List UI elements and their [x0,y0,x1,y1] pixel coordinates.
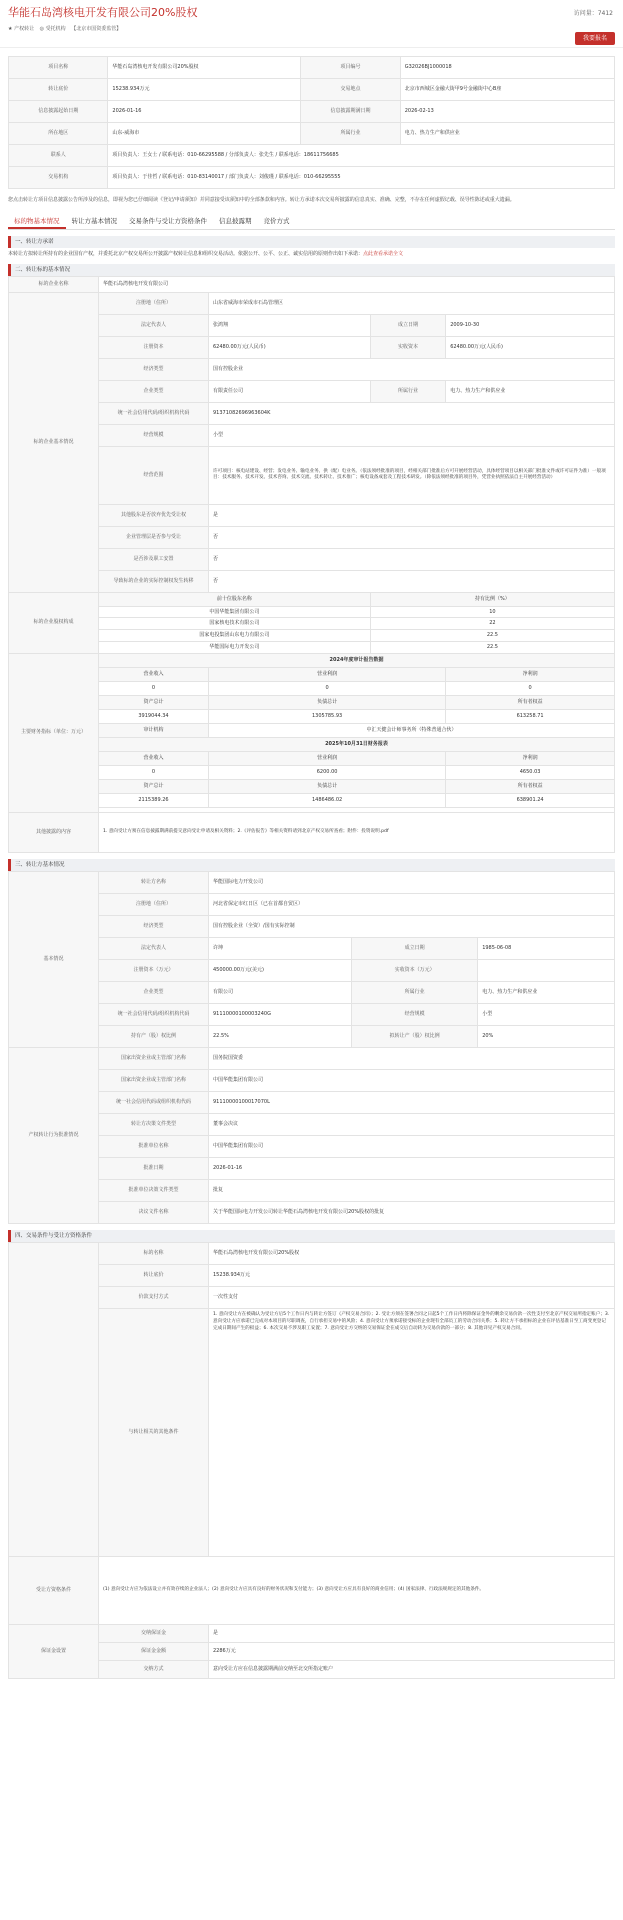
header-cell: 前十位股东名称 [99,592,371,606]
value: 15238.934万元 [209,1264,615,1286]
label: 统一社会信用代码/组织机构代码 [99,402,209,424]
header-cell: 2024年度审计报告数据 [99,653,615,667]
label: 持有产（股）权比例 [99,1025,209,1047]
label: 批准单位名称 [99,1135,209,1157]
cell: 22 [370,618,614,630]
value: 一次性支付 [209,1286,615,1308]
cell: 638901.24 [446,793,615,807]
label: 项目编号 [301,57,400,79]
value: 小型 [478,1003,615,1025]
cell: 6200.00 [209,765,446,779]
label: 交纳方式 [99,1660,209,1678]
tab-bidding[interactable]: 竞价方式 [263,216,290,225]
label: 经营规模 [99,424,209,446]
label: 基本情况 [9,871,99,1047]
tab-disclosure[interactable]: 信息披露期 [219,216,252,225]
header-cell: 营业利润 [209,751,446,765]
value: 1. 意向受让方须在信息披露期满前提交意向受让申请及相关资料；2.《评估报告》等相关资料请到北京产权交易所查看；附件：投资说明.pdf [99,812,615,852]
label: 标的企业名称 [9,276,99,292]
cell: 0 [446,681,615,695]
tag: 【北京市国资委监管】 [71,26,122,32]
label: 注册地（住所） [99,893,209,915]
label: 国家出资企业或主管部门名称 [99,1069,209,1091]
sign-up-button[interactable]: 我要报名 [575,32,615,45]
cell: 2115389.26 [99,793,209,807]
label: 企业管理层是否参与受让 [99,526,209,548]
value: 华能国际电力开发公司 [209,871,615,893]
label: 交易地点 [301,79,400,101]
value: G32026BJ1000018 [400,57,614,79]
tag: ★ 产权转让 [8,26,35,32]
label: 所属行业 [370,380,445,402]
value: 华能石岛湾核电开发有限公司 [99,276,615,292]
label: 成立日期 [352,937,478,959]
value: 是 [209,504,615,526]
label: 标的企业基本情况 [9,292,99,592]
conditions-table [8,1242,615,1679]
tag-row [8,26,125,33]
summary-table [8,56,615,189]
tag: ◎ 受托机构 [39,26,66,32]
notice-text: 您点击转让方项目信息披露公告所涉及的信息，即视为您已仔细阅读《登记/申请须知》并同意接受该须知中的全部条款和内容。转让方承诺本次交易所披露的信息真实、准确、完整，不存在任何虚假记载、误导性陈述或重大遗漏。 [8,197,515,203]
value: (1) 意向受让方应为依法设立并有效存续的企业法人；(2) 意向受让方应具有良好的财务状况和支付能力；(3) 意向受让方应具有良好的商业信用；(4) 国家法律、行政法规规定的其他条件。 [99,1556,615,1624]
header-cell: 所有者权益 [446,779,615,793]
label: 统一社会信用代码/组织机构代码 [99,1003,209,1025]
cell: 22.5 [370,641,614,653]
section-heading: 二、转让标的基本情况 [8,264,615,276]
cell: 613258.71 [446,709,615,723]
value: 电力、热力生产和供应业 [446,380,615,402]
label: 注册地（住所） [99,292,209,314]
label: 转让底价 [9,79,108,101]
label: 统一社会信用代码或组织机构代码 [99,1091,209,1113]
tab-transferor[interactable]: 转让方基本情况 [71,216,117,225]
header-cell: 负债总计 [209,779,446,793]
commitment-link[interactable]: 点此查看承诺全文 [363,250,404,257]
header-cell: 2025年10月31日财务报表 [99,737,615,751]
value [478,959,615,981]
value: 华能石岛湾核电开发有限公司20%股权 [108,57,301,79]
label: 项目名称 [9,57,108,79]
value: 22.5% [209,1025,352,1047]
label: 成立日期 [370,314,445,336]
cell: 22.5 [370,630,614,642]
label: 所在地区 [9,123,108,145]
header-cell: 资产总计 [99,695,209,709]
label: 企业类型 [99,981,209,1003]
label: 价款支付方式 [99,1286,209,1308]
cell: 华能国际电力开发公司 [99,641,371,653]
header-cell: 营业收入 [99,667,209,681]
header-cell: 营业利润 [209,667,446,681]
value: 中汇天健会计师事务所（特殊普通合伙） [209,723,615,737]
label: 受让方资格条件 [9,1556,99,1624]
value: 项目负责人：于佳哲 / 联系电话：010-83140017 / 部门负责人：刘俊瑾 / 联系电话：010-66295555 [108,167,615,189]
value: 有限公司 [209,981,352,1003]
label: 其他股东是否放弃优先受让权 [99,504,209,526]
value: 2286万元 [209,1642,615,1660]
value: 否 [209,548,615,570]
value: 中国华能集团有限公司 [209,1069,615,1091]
value: 91371082696963604K [209,402,615,424]
section-heading: 四、交易条件与受让方资格条件 [8,1230,615,1242]
value: 91110000100003240G [209,1003,352,1025]
label: 转让底价 [99,1264,209,1286]
value: 2026-01-16 [209,1157,615,1179]
label: 产权转让行为批准情况 [9,1047,99,1223]
label: 法定代表人 [99,937,209,959]
label: 其他披露的内容 [9,812,99,852]
cell: 0 [99,765,209,779]
tab-target[interactable]: 标的物基本情况 [8,212,66,229]
commitment-body: 本转让方拟转让所持有的企业国有产权，并委托北京产权交易所公开披露产权转让信息和组织交易活动。依据公开、公平、公正、诚实信用的原则作出如下承诺： [8,250,364,257]
value: 否 [209,570,615,592]
value: 1985-06-08 [478,937,615,959]
value: 项目负责人：王女士 / 联系电话：010-66295588 / 分部负责人：张先生 / 联系电话：18611756685 [108,145,615,167]
label: 批准单位决策文件类型 [99,1179,209,1201]
label: 拟转让产（股）权比例 [352,1025,478,1047]
value: 山东-威海市 [108,123,301,145]
cell: 0 [209,681,446,695]
label: 决议文件名称 [99,1201,209,1223]
label: 企业类型 [99,380,209,402]
label: 保证金设置 [9,1624,99,1678]
label: 国家出资企业或主管部门名称 [99,1047,209,1069]
label: 所属行业 [301,123,400,145]
label: 转让方决策文件类型 [99,1113,209,1135]
value: 许可项目：核电站建设、经营；发电业务、输电业务、供（配）电业务。（依法须经批准的项目，经相关部门批准后方可开展经营活动，具体经营项目以相关部门批准文件或许可证件为准）一般项目：技术服务、技术开发、技术咨询、技术交流、技术转让、技术推广；核电设备成套及工程技术研发。（除依法须经批准的项目外，凭营业执照依法自主开展经营活动） [209,446,615,504]
label: 实收资本（万元） [352,959,478,981]
cell: 1486486.02 [209,793,446,807]
header-cell: 持有比例（%） [370,592,614,606]
value: 国有控股企业 [209,358,615,380]
tab-bar [8,212,615,230]
label: 经营范围 [99,446,209,504]
value: 河北省保定市红日区（已在首都自贸区） [209,893,615,915]
value: 国有控股企业（全资）/国有实际控制 [209,915,615,937]
label: 经济类型 [99,358,209,380]
label: 转让方名称 [99,871,209,893]
cell: 1305785.93 [209,709,446,723]
label: 审计机构 [99,723,209,737]
value: 许坤 [209,937,352,959]
label: 标的企业股权构成 [9,592,99,653]
cell: 国家电投集团山东电力有限公司 [99,630,371,642]
label: 标的名称 [99,1242,209,1264]
value: 15238.934万元 [108,79,301,101]
cell: 10 [370,606,614,618]
header-cell: 资产总计 [99,779,209,793]
cell: 4650.03 [446,765,615,779]
label: 注册资本 [99,336,209,358]
value: 董事会决议 [209,1113,615,1135]
label: 交易机构 [9,167,108,189]
value: 山东省威海市荣成市石岛管理区 [209,292,615,314]
label: 经营规模 [352,1003,478,1025]
value: 小型 [209,424,615,446]
label: 联系人 [9,145,108,167]
label: 注册资本（万元） [99,959,209,981]
value: 国务院国资委 [209,1047,615,1069]
label: 保证金金额 [99,1642,209,1660]
header-cell: 所有者权益 [446,695,615,709]
value: 张鸿翔 [209,314,371,336]
label: 导致标的企业的实际控制权发生转移 [99,570,209,592]
header-cell: 营业收入 [99,751,209,765]
tab-conditions[interactable]: 交易条件与受让方资格条件 [129,216,207,225]
label: 交纳保证金 [99,1624,209,1642]
cell: 中国华能集团有限公司 [99,606,371,618]
section-heading: 三、转让方基本情况 [8,859,615,871]
value: 中国华能集团有限公司 [209,1135,615,1157]
value: 电力、热力生产和供应业 [400,123,614,145]
value: 否 [209,526,615,548]
header-cell: 净利润 [446,667,615,681]
value: 2026-01-16 [108,101,301,123]
value: 2026-02-13 [400,101,614,123]
label: 与转让相关的其他条件 [99,1308,209,1556]
value: 450000.00万元(美元) [209,959,352,981]
label: 经济类型 [99,915,209,937]
value: 91110000100017070L [209,1091,615,1113]
value: 是 [209,1624,615,1642]
value: 华能石岛湾核电开发有限公司20%股权 [209,1242,615,1264]
label: 主要财务指标（单位：万元） [9,653,99,812]
header-cell: 净利润 [446,751,615,765]
cell: 0 [99,681,209,695]
view-count: 访问量：7412 [573,10,613,17]
commitment-text [8,251,615,258]
label: 实收资本 [370,336,445,358]
label: 所属行业 [352,981,478,1003]
label: 信息披露起始日期 [9,101,108,123]
value: 批复 [209,1179,615,1201]
label: 法定代表人 [99,314,209,336]
label: 是否涉及职工安置 [99,548,209,570]
cell: 国家核电技术有限公司 [99,618,371,630]
value: 62480.00万元(人民币) [209,336,371,358]
header-cell: 负债总计 [209,695,446,709]
label: 信息披露期满日期 [301,101,400,123]
target-table [8,276,615,853]
value: 电力、热力生产和供应业 [478,981,615,1003]
value: 20% [478,1025,615,1047]
value: 意向受让方应在信息披露期满前交纳至北交所指定账户 [209,1660,615,1678]
value: 62480.00万元(人民币) [446,336,615,358]
transferor-table [8,871,615,1224]
section-heading: 一、转让方承诺 [8,236,615,248]
value: 1. 意向受让方在被确认为受让方后5个工作日内与转让方签订《产权交易合同》；2. 受让方须在签署合同之日起5个工作日内将除保证金外的剩余交易价款一次性支付至北京产权交易所指定账户；3. 意向受让方应承诺已完成对本项目的尽职调查，自行承担交易中的风险；4. 意向受让方须承诺接受标的企业现有全部员工的劳动合同关系；5. 转让方不承担标的企业在评估基准日至工商变更登记完成日期间产生的损益；6. 本次交易不涉及职工安置；7. 意向受让方交纳的交易保证金在成交后自动转为交易价款的一部分；8. 其他详见产权交易合同。 [209,1308,615,1556]
value: 2009-10-30 [446,314,615,336]
project-title: 华能石岛湾核电开发有限公司20%股权 [8,6,198,19]
value: 北京市西城区金融大街甲9号金融街中心B座 [400,79,614,101]
cell: 3919044.34 [99,709,209,723]
page-header [0,0,623,48]
value: 有限责任公司 [209,380,371,402]
label: 批准日期 [99,1157,209,1179]
value: 关于华能国际电力开发公司转让华能石岛湾核电开发有限公司20%股权的批复 [209,1201,615,1223]
